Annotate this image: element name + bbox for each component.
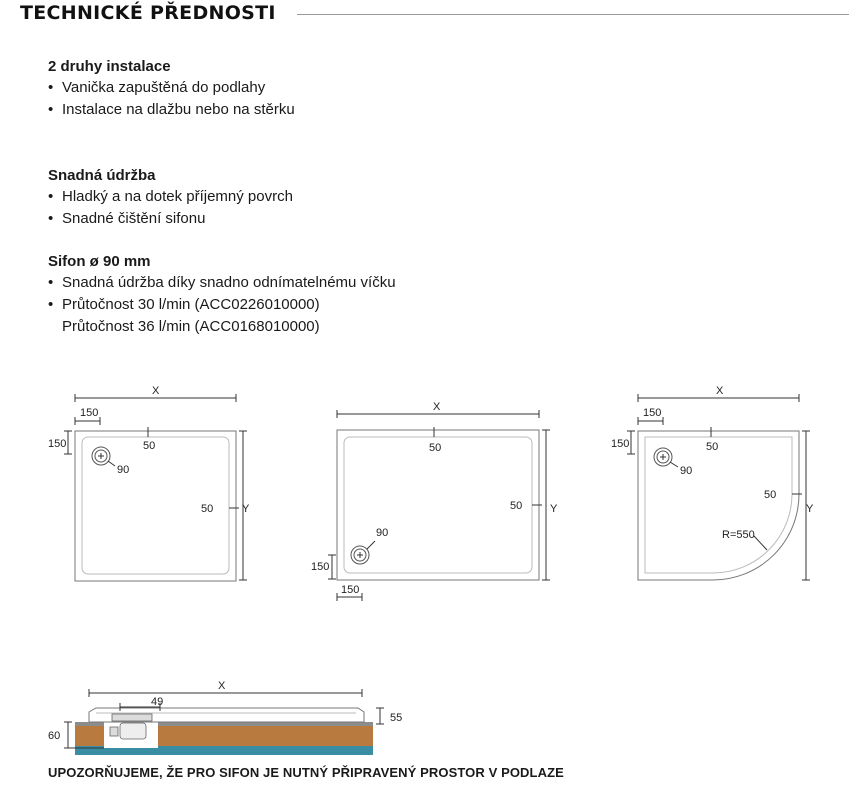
list-item: • Průtočnost 30 l/min (ACC0226010000) [48, 296, 320, 313]
label-150: 150 [48, 438, 67, 450]
item-text: Průtočnost 36 l/min (ACC0168010000) [62, 318, 320, 335]
section-heading: Snadná údržba [48, 167, 156, 184]
label-50: 50 [201, 503, 214, 515]
item-text: Snadná údržba díky snadno odnímatelnému víčku [62, 274, 396, 291]
label-y: Y [550, 503, 558, 515]
label-x: X [716, 385, 724, 397]
list-item: • Instalace na dlažbu nebo na stěrku [48, 101, 295, 118]
item-text: Snadné čištění sifonu [62, 210, 206, 227]
list-item: • Hladký a na dotek příjemný povrch [48, 188, 293, 205]
list-item: • Snadné čištění sifonu [48, 210, 206, 227]
section-heading: Sifon ø 90 mm [48, 253, 151, 270]
label-50: 50 [706, 441, 719, 453]
label-90: 90 [680, 465, 693, 477]
page-title: TECHNICKÉ PŘEDNOSTI [20, 2, 276, 24]
label-x: X [433, 401, 441, 413]
label-150: 150 [311, 561, 330, 573]
item-text: Vanička zapuštěná do podlahy [62, 79, 266, 96]
section-heading: 2 druhy instalace [48, 58, 171, 75]
label-150: 150 [611, 438, 630, 450]
drawing-quadrant-labels [611, 385, 814, 541]
label-50: 50 [510, 500, 523, 512]
label-50: 50 [429, 442, 442, 454]
label-90: 90 [376, 527, 389, 539]
label-150: 150 [341, 584, 360, 596]
label-150: 150 [643, 407, 662, 419]
item-text: Instalace na dlažbu nebo na stěrku [62, 101, 295, 118]
label-radius: R=550 [722, 529, 755, 541]
label-150: 150 [80, 407, 99, 419]
drawing-quadrant-tray [627, 394, 810, 580]
label-90: 90 [117, 464, 130, 476]
label-55: 55 [390, 712, 403, 724]
label-y: Y [806, 503, 814, 515]
drawing-cross-section [48, 680, 402, 755]
footer-note: UPOZORŇUJEME, ŽE PRO SIFON JE NUTNÝ PŘIPRAVENÝ PROSTOR V PODLAZE [48, 765, 564, 780]
label-y: Y [242, 503, 250, 515]
item-text: Hladký a na dotek příjemný povrch [62, 188, 293, 205]
drawing-square-labels [48, 385, 250, 515]
label-50: 50 [764, 489, 777, 501]
label-50: 50 [143, 440, 156, 452]
label-x: X [218, 680, 226, 692]
drawing-square-tray [64, 394, 247, 581]
label-49: 49 [151, 696, 164, 708]
list-item: • Snadná údržba díky snadno odnímatelnému víčku [48, 274, 396, 291]
item-text: Průtočnost 30 l/min (ACC0226010000) [62, 296, 320, 313]
label-60: 60 [48, 730, 61, 742]
list-item: • Vanička zapuštěná do podlahy [48, 79, 266, 96]
label-x: X [152, 385, 160, 397]
